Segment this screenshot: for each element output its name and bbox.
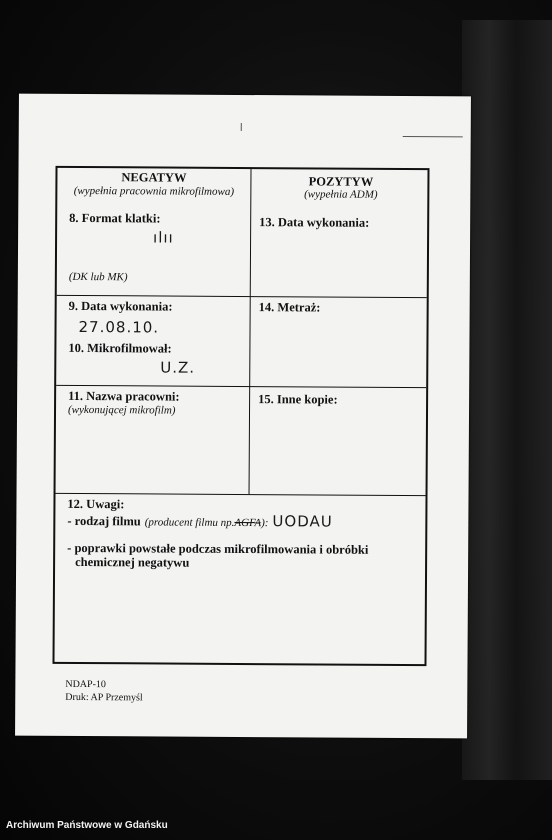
row-divider — [56, 385, 426, 388]
column-divider — [249, 169, 252, 494]
form-grid — [52, 166, 429, 666]
date-label: 9. Data wykonania: — [68, 298, 173, 314]
filmed-by-label: 10. Mikrofilmował: — [68, 340, 172, 356]
negatyw-title: NEGATYW — [121, 170, 187, 185]
positive-date-label: 13. Data wykonania: — [259, 215, 370, 230]
lab-hint: (wykonującej mikrofilm) — [67, 403, 176, 417]
pozytyw-subtitle: (wypełnia ADM) — [304, 188, 378, 201]
format-hint: (DK lub MK) — [68, 270, 128, 284]
film-type-hint-struck: AGFA — [234, 516, 262, 530]
corrections-line2: chemicznej negatywu — [75, 554, 190, 570]
row-divider — [56, 493, 426, 496]
film-edge-strip — [462, 20, 552, 780]
scan-mark — [403, 136, 463, 137]
printer-info: Druk: AP Przemyśl — [65, 691, 143, 704]
film-type-hint-prefix: (producent filmu np. — [144, 516, 235, 529]
film-type-value: UODAU — [272, 512, 333, 531]
format-value: ılıı — [153, 228, 174, 247]
remarks-label: 12. Uwagi: — [67, 496, 125, 512]
length-label: 14. Metraż: — [258, 300, 321, 315]
form-code: NDAP-10 — [65, 678, 106, 691]
date-value: 27.08.10. — [78, 317, 160, 337]
row-divider — [57, 295, 427, 298]
film-type-hint-suffix: ): — [261, 517, 269, 530]
other-copies-label: 15. Inne kopie: — [258, 392, 338, 407]
scan-mark — [241, 123, 242, 131]
format-label: 8. Format klatki: — [69, 210, 161, 226]
film-type-label: - rodzaj filmu — [67, 513, 141, 529]
filmed-by-value: U.Z. — [160, 358, 196, 377]
film-type-line — [67, 511, 333, 532]
corrections-line1: - poprawki powstałe podczas mikrofilmowania i obróbki — [67, 540, 369, 557]
microfilm-record-card — [15, 94, 471, 739]
negatyw-subtitle: (wypełnia pracownia mikrofilmowa) — [73, 184, 235, 198]
lab-label: 11. Nazwa pracowni: — [68, 388, 180, 404]
pozytyw-title: POZYTYW — [308, 174, 374, 189]
archive-caption: Archiwum Państwowe w Gdańsku — [6, 820, 168, 831]
